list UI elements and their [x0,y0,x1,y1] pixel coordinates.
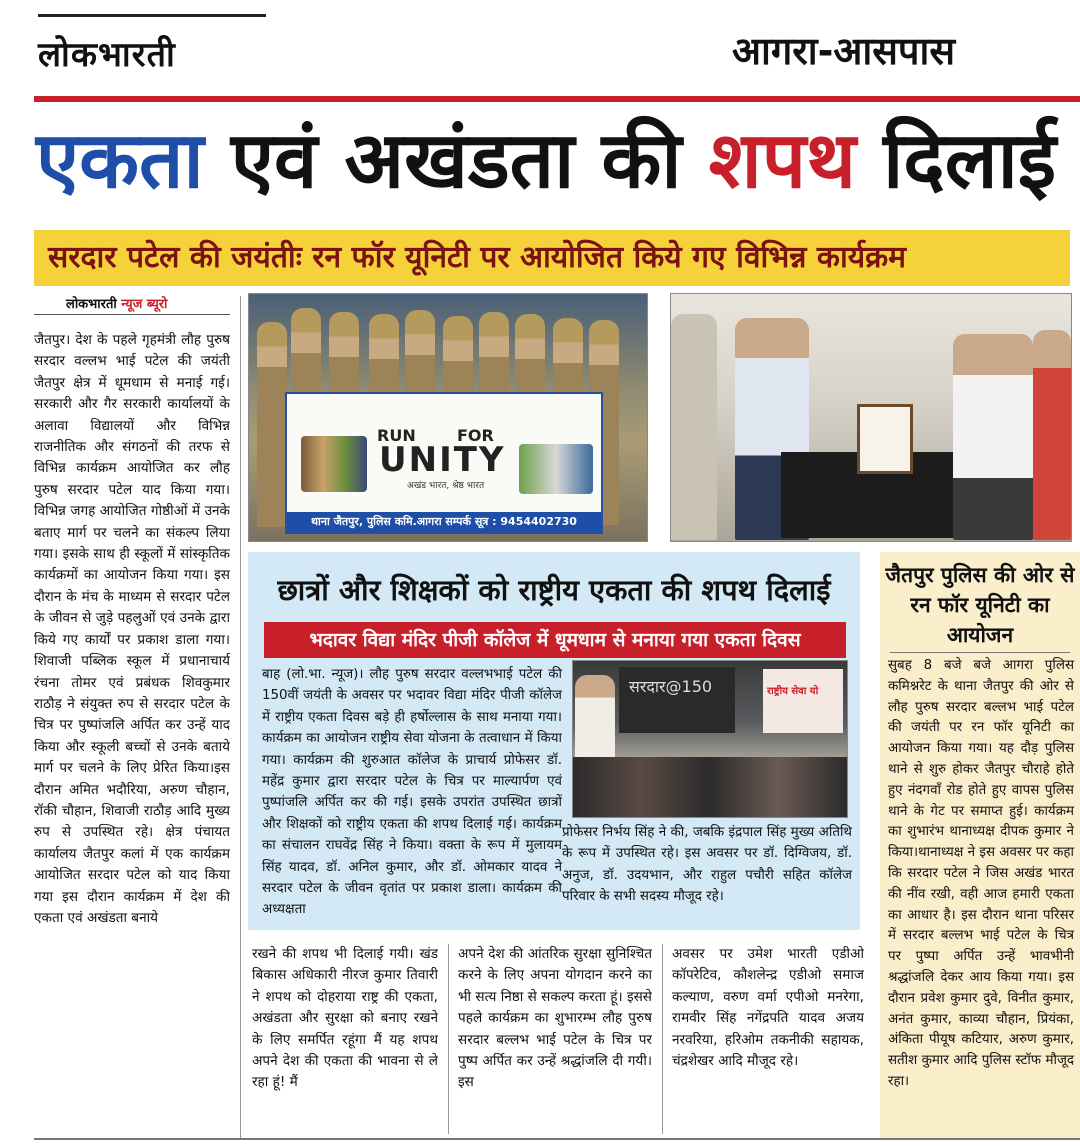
run-for-unity-banner [285,392,603,534]
byline-rule [34,314,230,315]
blackboard-text: सरदार@150 [629,677,713,696]
logo-text: लोकभारती [38,35,176,75]
headline-word-4: दिलाई [883,116,1057,206]
subheadline-banner: सरदार पटेल की जयंतीः रन फॉर यूनिटी पर आयोजित किये गए विभिन्न कार्यक्रम [34,230,1070,286]
person-figure [671,314,717,540]
sidebox-text: सुबह 8 बजे बजे आगरा पुलिस कमिश्नरेट के थाना जैतपुर की ओर से लौह पुरुष सरदार बल्लभ भाई पटेल की जयंती पर रन फॉर यूनिटी का आयोजन किया गया। यह दौड़ पुलिस थाने से शुरु होकर जैतपुर चौराहे होते हुए नंदगवाँ रोड होते हुए वापस पुलिस थाने के गेट पर समाप्त हुई। कार्यक्रम का शुभारंभ थानाध्यक्ष दीपक कुमार ने किया।थानाध्यक्ष ने इस अवसर पर कहा कि सरदार पटेल ने जिस अखंड भारत की नींव रखी, वही आज हमारी एकता का आधार है। इस दौरान थाना परिसर में सरदार बल्लभ भाई पटेल के चित्र पर पुष्पा अर्पित उन्हें भावभीनी श्रद्धांजलि देकर आय किया गया। इस दौरान प्रवेश कुमार दुवे, विनीत कुमार, अनंत कुमार, काव्या चौहान, प्रियंका, अंकिता पीयूष कटियार, अरुण कुमार, सतीश कुमार आदि पुलिस स्टॉफ मौजूद रहा। [888,658,1074,1089]
feature-box [248,552,860,930]
column-divider [662,944,663,1134]
main-headline [36,106,1080,216]
column-divider [448,944,449,1134]
police-group-photo [248,293,648,542]
banner-run-text: RUN [377,426,416,445]
college-event-photo [572,660,848,818]
blackboard [619,667,735,733]
banner-unity-text: UNITY [379,440,506,480]
column-divider [240,296,241,1138]
sidebox-title: जैतपुर पुलिस की ओर से रन फॉर यूनिटी का आयोजन [885,563,1075,647]
main-story-column: जैतपुर। देश के पहले गृहमंत्री लौह पुरुष सरदार वल्लभ भाई पटेल की जयंती जैतपुर क्षेत्र में धूमधाम से मनाई गई। सरकारी और गैर सरकारी कार्यालयों के अलावा विद्यालयों और विभिन्न राजनीतिक और संगठनों की तरफ से विभिन्न कार्यक्रम आयोजित कर लौह पुरुष सरदार पटेल याद किया गया।विभिन्न जगह आयोजित गोष्ठीओं में उनके बताए मार्ग पर चलने का संकल्प लिया गया। इसके साथ ही स्कूलों में सांस्कृतिक कार्यक्रमों का आयोजन किया गया। इस दौरान के मंच के माध्यम से सरदार पटेल के जीवन से जुड़े पहलुओं एवं उनके द्वारा किये गए कार्यों पर प्रकाश डाला गया। शिवाजी पब्लिक स्कूल में प्रधानाचार्य रंचना तोमर एवं प्रबंधक शिवकुमार राठौड़ ने संयुक्त रुप से सरदार पटेल के चित्र पर पुष्पांजलि अर्पित कर उन्हें याद किया और स्कूली बच्चों से उनके बताये मार्ग पर चलने के लिए प्रेरित किया।इस दौरान अमित भदौरिया, अरुण चौहान, रॉकी चौहान, शिवाजी राठौड़ आदि मुख्य रुप से उपस्थित रहे। क्षेत्र पंचायत कार्यालय जैतपुर कलां में एक कार्यक्रम आयोजित सरदार पटेल को याद किया गया इस दौरान कार्यक्रम में देश की एकता एवं अखंडता बनाये [34,332,230,926]
headline-word-3: शपथ [708,116,856,206]
person-figure [953,334,1033,540]
feature-title: छात्रों और शिक्षकों को राष्ट्रीय एकता की शपथ दिलाई [277,573,831,607]
headline-word-2: एवं अखंडता की [230,116,682,206]
feature-left-text: बाह (लो.भा. न्यूज)। लौह पुरुष सरदार वल्लभभाई पटेल की 150वीं जयंती के अवसर पर भदावर विद्या मंदिर पीजी कॉलेज में राष्ट्रीय एकता दिवस बड़े ही हर्षोल्लास के साथ मनाया गया। कार्यक्रम का आयोजन राष्ट्रीय सेवा योजना के तत्वाधान में किया गया। कार्यक्रम की शुरुआत कॉलेज के प्राचार्य प्रोफेसर डॉ. महेंद्र कुमार द्वारा सरदार पटेल के चित्र पर माल्यार्पण एवं पुष्पांजलि अर्पित कर की गई। इसके उपरांत उपस्थित छात्रों और शिक्षकों को राष्ट्रीय एकता की शपथ दिलाई गई। कार्यक्रम का संचालन राघवेंद्र सिंह ने किया। वक्ता के रूप में मुलायम सिंह यादव, डॉ. अनिल कुमार, और डॉ. ओमकार यादव ने सरदार पटेल के जीवन वृतांत पर प्रकाश डाला। कार्यक्रम की अध्यक्षता [262,667,563,918]
newspaper-logo [38,30,176,76]
banner-for-text: FOR [457,426,494,445]
edition-name: आगरा-आसपास [732,29,956,73]
byline-suffix: न्यूज ब्यूरो [121,297,168,312]
person-figure [1033,330,1071,540]
sidebox-rule [890,652,1070,653]
runners-image [519,444,593,494]
byline-prefix: लोकभारती [66,297,117,312]
masthead-divider [34,96,1080,102]
byline [66,294,167,312]
police-run-sidebox [880,552,1080,1138]
bottom-rule [34,1138,1080,1140]
lower-column-3: अवसर पर उमेश भारती एडीओ कॉपरेटिव, कौशलेन्द्र एडीओ समाज कल्याण, वरुण वर्मा एपीओ मनरेगा, रामवीर सिंह नगेंद्रपति यादव अजय नरवरिया, हरिओम तकनीकी सहायक, चंद्रशेखर आदि मौजूद रहे। [672,946,864,1070]
headline-word-1: एकता [36,116,204,206]
feature-right-text: प्रोफेसर निर्भय सिंह ने की, जबकि इंद्रपाल सिंह मुख्य अतिथि के रूप में उपस्थित रहे। इस अवसर पर डॉ. दिग्विजय, डॉ. अनुज, डॉ. उदयभान, और राहुल पचौरी सहित कॉलेज परिवार के सभी सदस्य मौजूद रहे। [562,825,852,905]
patel-portrait [857,404,913,474]
feature-subtitle: भदावर विद्या मंदिर पीजी कॉलेज में धूमधाम से मनाया गया एकता दिवस [264,622,846,658]
runners-image [301,436,367,492]
students-audience [573,757,847,817]
nss-banner-text: राष्ट्रीय सेवा यो [767,686,819,697]
tribute-photo [670,293,1072,542]
banner-slogan: अखंड भारत, श्रेष्ठ भारत [407,481,485,491]
lower-column-1: रखने की शपथ भी दिलाई गयी। खंड बिकास अधिकारी नीरज कुमार तिवारी ने शपथ को दोहराया राष्ट्र की एकता, अखंडता और सुरक्षा को बनाए रखने के लिए समर्पित रहूंगा मैं यह शपथ अपने देश की एकता की भावना से ले रहा हूं! मैं [252,946,438,1091]
masthead-rule [38,14,266,17]
lower-column-2: अपने देश की आंतरिक सुरक्षा सुनिश्चित करने के लिए अपना योगदान करने का भी सत्य निष्ठा से सकल्प करता हूं। इससे पहले कार्यक्रम का शुभारम्भ लौह पुरुष सरदार बल्लभ भाई पटेल के चित्र पर पुष्प अर्पित कर उन्हें श्रद्धांजलि दी गयी। इस [458,946,652,1091]
banner-footer: थाना जैतपुर, पुलिस कमि.आगरा सम्पर्क सूत्र : 9454402730 [287,512,601,532]
officer-figure [257,322,287,527]
nss-banner [763,669,843,733]
